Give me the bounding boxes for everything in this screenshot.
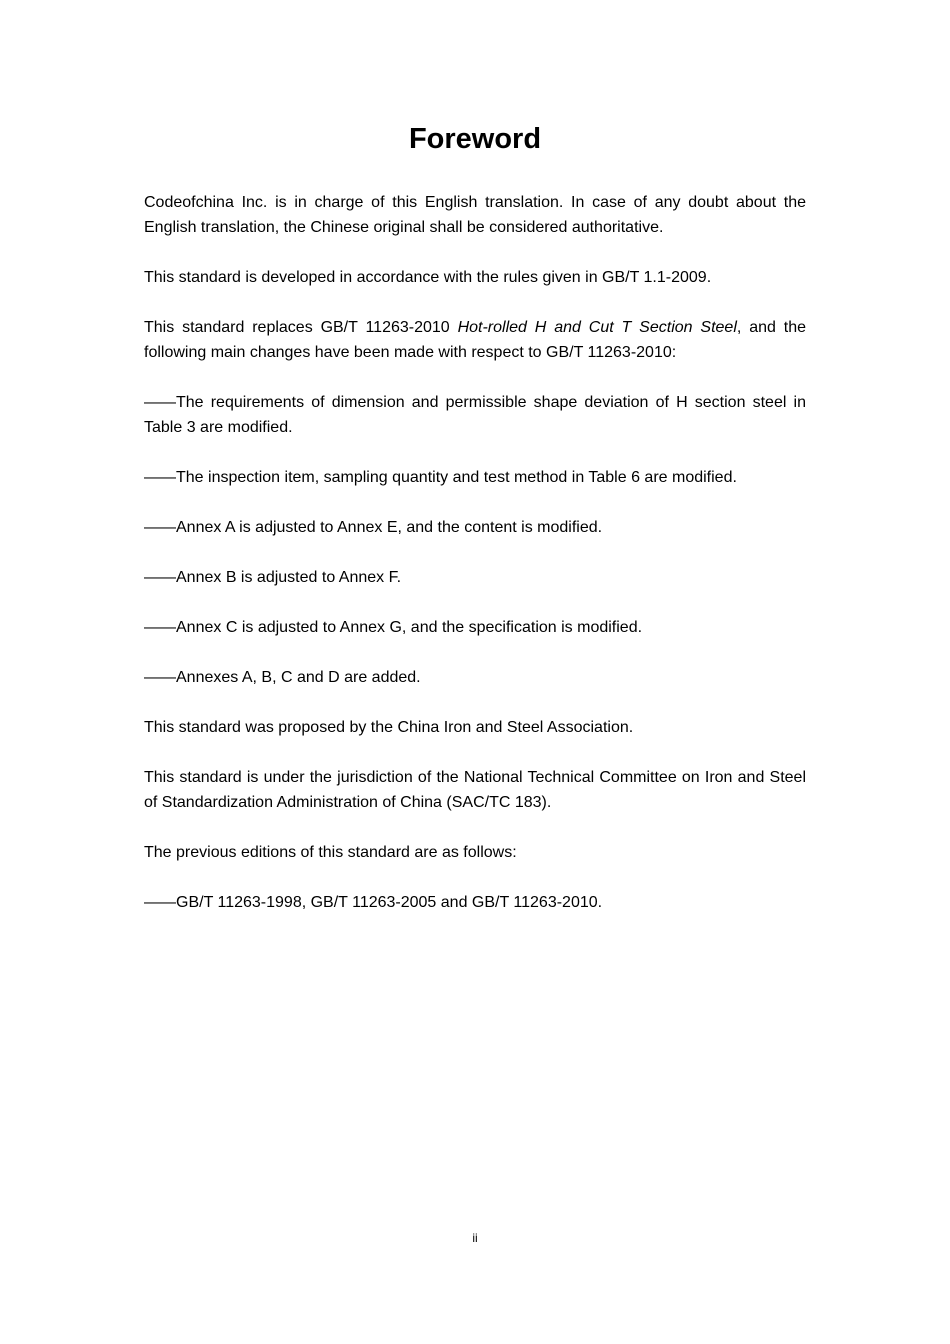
replacement-text-start: This standard replaces GB/T 11263-2010 [144, 319, 458, 336]
paragraph-translation-notice: Codeofchina Inc. is in charge of this English translation. In case of any doubt about the English translation, the Chinese original shall be considered authoritative. [144, 194, 806, 236]
paragraph-development-rules: This standard is developed in accordance with the rules given in GB/T 1.1-2009. [144, 269, 712, 286]
paragraph-previous-editions: ——GB/T 11263-1998, GB/T 11263-2005 and GB/T 11263-2010. [144, 894, 603, 911]
replacement-text-end: , and the following main changes have been made with respect to GB/T 11263-2010: [144, 319, 807, 361]
foreword-body [144, 190, 806, 915]
paragraph-previous-editions-intro: The previous editions of this standard are as follows: [144, 844, 517, 861]
page-number: ii [472, 1231, 478, 1245]
change-item-annexes-added: ——Annexes A, B, C and D are added. [144, 669, 421, 686]
paragraph-jurisdiction: This standard is under the jurisdiction of the National Technical Committee on Iron and Steel of Standardization Administration of China (SAC/TC 183). [144, 769, 806, 811]
change-item-table-3: ——The requirements of dimension and permissible shape deviation of H section steel in Table 3 are modified. [144, 394, 806, 436]
change-item-annex-a: ——Annex A is adjusted to Annex E, and the content is modified. [144, 519, 603, 536]
paragraph-proposed-by: This standard was proposed by the China Iron and Steel Association. [144, 719, 634, 736]
paragraph-replacement [144, 315, 806, 365]
replaced-standard-title: Hot-rolled H and Cut T Section Steel [457, 319, 737, 336]
change-item-annex-b: ——Annex B is adjusted to Annex F. [144, 569, 402, 586]
change-item-table-6: ——The inspection item, sampling quantity and test method in Table 6 are modified. [144, 469, 737, 486]
page-title: Foreword [408, 123, 542, 155]
change-item-annex-c: ——Annex C is adjusted to Annex G, and the specification is modified. [144, 619, 643, 636]
